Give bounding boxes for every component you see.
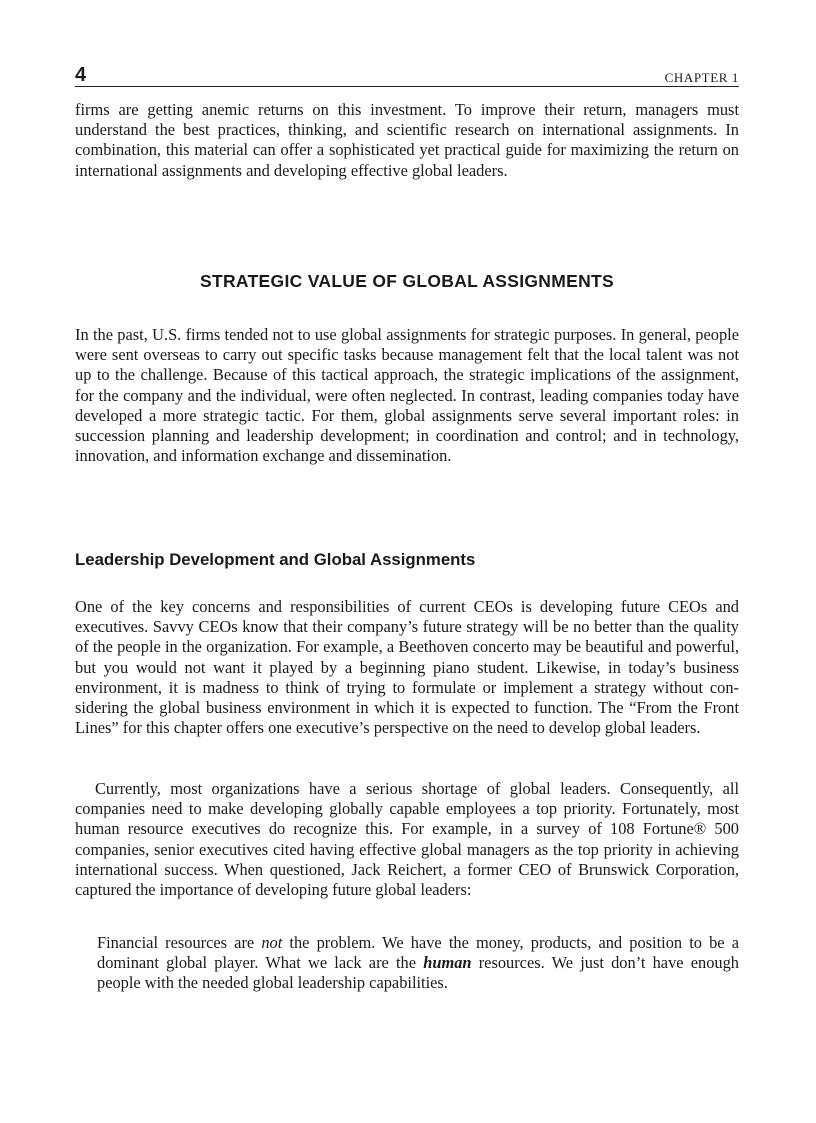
subsection-heading: Leadership Development and Global Assignments (75, 550, 476, 569)
quote-text: the problem. We have the money, products, and position to be a dominant global player. What we lack are the (97, 933, 740, 973)
quote-emphasis: not (261, 933, 283, 952)
quote-emphasis: human (423, 953, 472, 973)
page-number: 4 (75, 64, 87, 86)
body-paragraph: Currently, most organizations have a serious shortage of global leaders. Consequently, all companies need to make developing globally capable employees a top priority. Fortunately, most human resource executives do recognize this. For example, in a survey of 108 Fortune® 500 companies, senior executives cited having effective global managers as the top priority in achieving international success. When questioned, Jack Reichert, a former CEO of Brunswick Corporation, captured the importance of developing future global leaders: (75, 779, 739, 900)
quote-text: Financial resources are (97, 933, 262, 952)
running-head: CHAPTER 1 (664, 70, 739, 85)
section-heading: STRATEGIC VALUE OF GLOBAL ASSIGNMENTS (200, 271, 614, 291)
body-paragraph: One of the key concerns and responsibilities of current CEOs is developing future CEOs and executives. Savvy CEOs know that their company’s future strategy will be no better than the quality of the people in the organization. For example, a Beethoven concerto may be beautiful and powerful, but you would not want it played by a beginning piano student. Likewise, in today’s business environment, it is madness to think of trying to formulate or implement a strategy without considering the global business environment in which it is expected to function. The “From the Front Lines” for this chapter offers one executive’s perspective on the need to develop global leaders. (75, 597, 739, 738)
quote-text: resources. We just don’t have enough people with the needed global leadership capabilities. (97, 953, 739, 993)
intro-paragraph: firms are getting anemic returns on this investment. To improve their return, managers must understand the best practices, thinking, and scientific research on international assignments. In combination, this material can offer a sophisticated yet practical guide for maximizing the return on international assignments and developing effective global leaders. (75, 100, 739, 180)
block-quote (97, 933, 739, 994)
page-header (75, 62, 739, 87)
section-paragraph: In the past, U.S. firms tended not to use global assignments for strategic purposes. In general, people were sent overseas to carry out specific tasks because management felt that the local talent was not up to the challenge. Because of this tactical approach, the strategic implications of the assignment, for the company and the individual, were often neglected. In contrast, leading companies today have developed a more strategic tactic. For them, global assignments serve several important roles: in succession planning and leadership development; in coordination and control; and in technology, innovation, and information exchange and dissemination. (75, 325, 739, 466)
